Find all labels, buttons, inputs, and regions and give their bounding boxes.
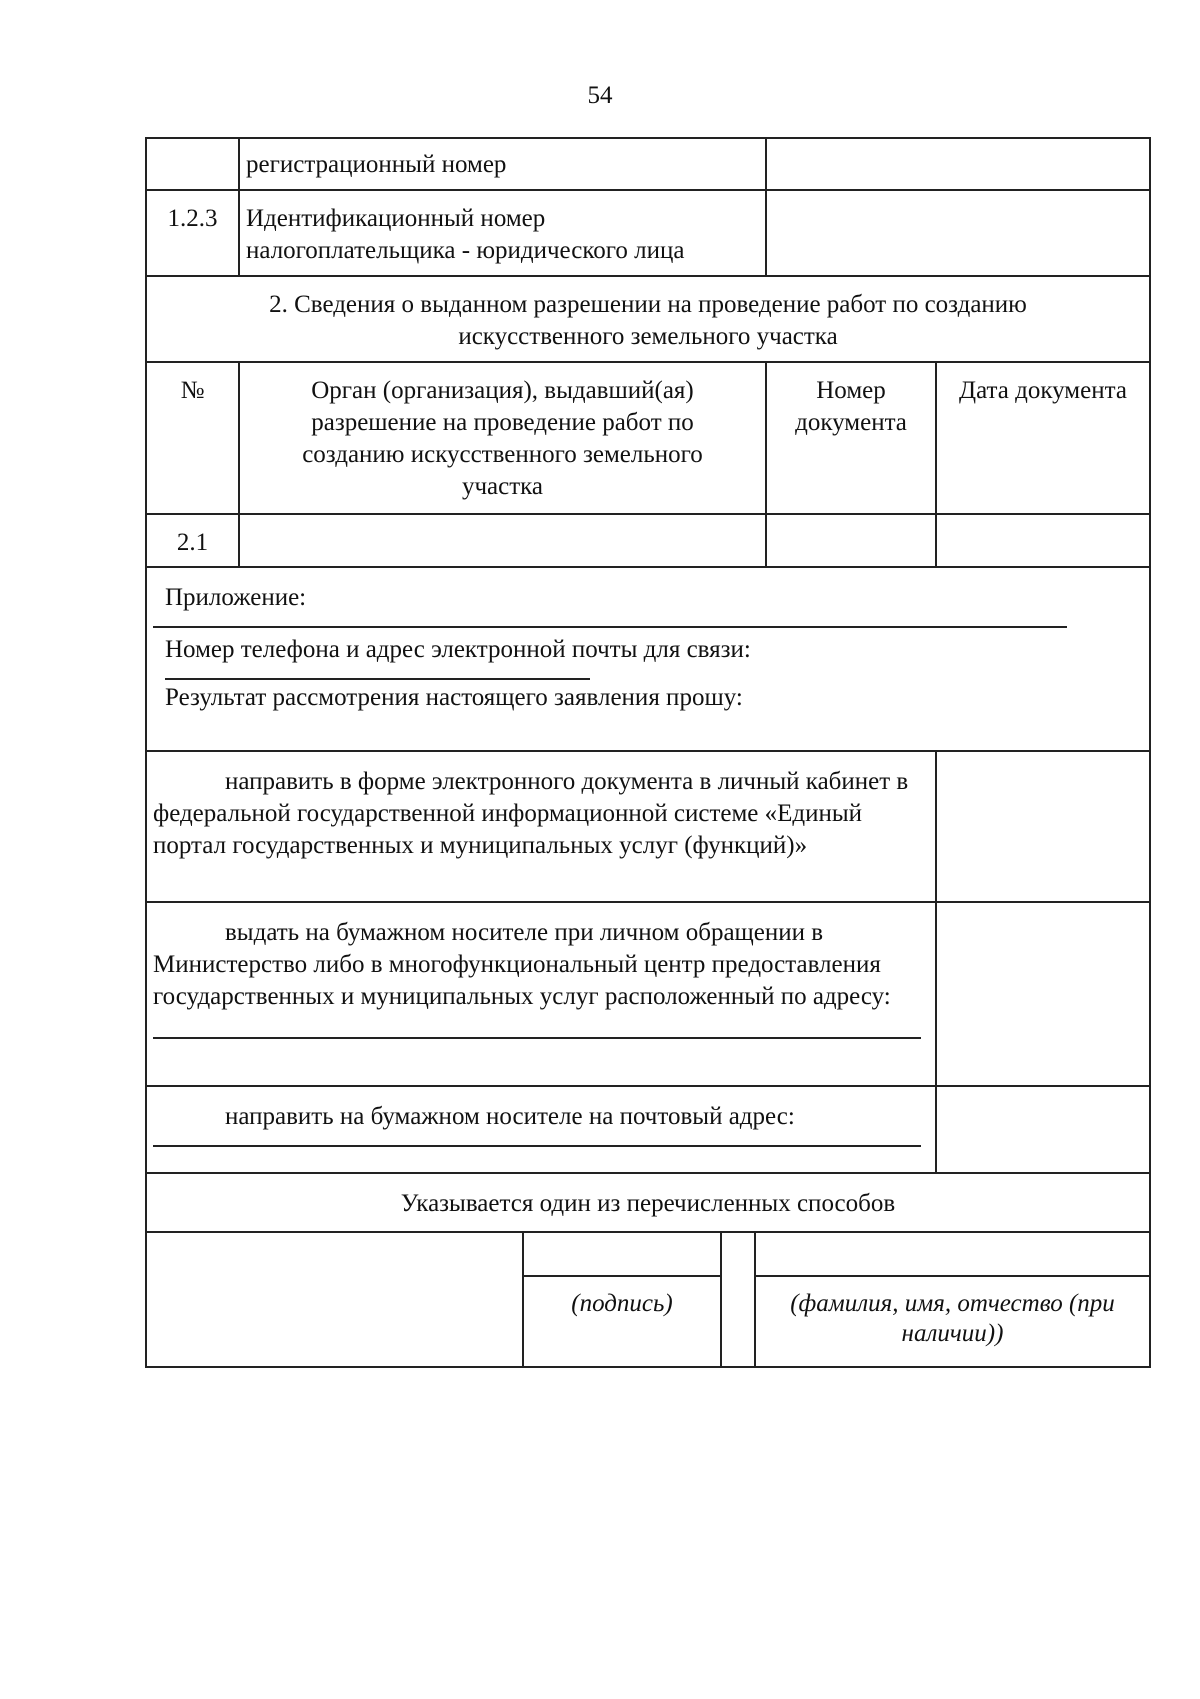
column-header-organization: Орган (организация), выдавший(ая) разрешение на проведение работ по созданию искусственного земельного участка bbox=[240, 363, 767, 513]
organization-value[interactable] bbox=[240, 515, 767, 566]
note-text: Указывается один из перечисленных способов bbox=[400, 1190, 896, 1217]
inn-value[interactable] bbox=[767, 191, 1149, 275]
full-name-caption: (фамилия, имя, отчество (при наличии)) bbox=[790, 1290, 1115, 1347]
row-number-1-2-3: 1.2.3 bbox=[147, 191, 240, 275]
signature-spacer bbox=[722, 1233, 756, 1366]
option-post-checkbox[interactable] bbox=[937, 1087, 1149, 1172]
option-in-person-checkbox[interactable] bbox=[937, 903, 1149, 1085]
signature-row bbox=[147, 1233, 1149, 1366]
signature-field[interactable] bbox=[524, 1233, 720, 1277]
option-post-address-line[interactable] bbox=[153, 1145, 921, 1147]
registration-number-label: регистрационный номер bbox=[240, 139, 767, 189]
section-2-title: 2. Сведения о выданном разрешении на проведение работ по созданию искусственного земельного участка bbox=[269, 291, 1027, 350]
row-inn bbox=[147, 191, 1149, 277]
appendix-label: Приложение: bbox=[165, 584, 307, 611]
option-post-label: направить на бумажном носителе на почтовый адрес: bbox=[225, 1103, 795, 1130]
document-date-value[interactable] bbox=[937, 515, 1149, 566]
full-name-column bbox=[756, 1233, 1149, 1366]
appendix-contact-block bbox=[147, 568, 1149, 752]
full-name-field[interactable] bbox=[756, 1233, 1149, 1277]
application-form bbox=[145, 137, 1151, 1368]
delivery-option-post bbox=[147, 1087, 1149, 1174]
note-row bbox=[147, 1174, 1149, 1233]
appendix-section bbox=[147, 568, 1149, 750]
inn-label: Идентификационный номер налогоплательщика - юридического лица bbox=[240, 191, 767, 275]
row-registration-number bbox=[147, 139, 1149, 191]
delivery-option-electronic bbox=[147, 752, 1149, 903]
section-2-data-row bbox=[147, 515, 1149, 568]
registration-number-value[interactable] bbox=[767, 139, 1149, 189]
option-electronic-label: направить в форме электронного документа в личный кабинет в федеральной государственной информационной системе «Единый портал государственных и муниципальных услуг (функций)» bbox=[153, 768, 909, 859]
column-header-document-date: Дата документа bbox=[959, 377, 1127, 404]
column-header-number: № bbox=[147, 363, 240, 513]
option-electronic-text bbox=[147, 752, 937, 901]
option-post-text bbox=[147, 1087, 937, 1172]
column-header-document-number: Номер документа bbox=[767, 363, 937, 513]
page-number: 54 bbox=[587, 82, 613, 109]
signature-column bbox=[524, 1233, 722, 1366]
document-number-value[interactable] bbox=[767, 515, 937, 566]
delivery-option-in-person bbox=[147, 903, 1149, 1087]
signature-blank-left bbox=[147, 1233, 524, 1366]
option-in-person-text bbox=[147, 903, 937, 1085]
option-in-person-address-line[interactable] bbox=[153, 1037, 921, 1039]
section-2-column-headers bbox=[147, 363, 1149, 515]
option-electronic-checkbox[interactable] bbox=[937, 752, 1149, 901]
option-in-person-label: выдать на бумажном носителе при личном обращении в Министерство либо в многофункциональный центр предоставления государственных и муниципальных услуг расположенный по адресу: bbox=[153, 919, 891, 1010]
row-number-2-1: 2.1 bbox=[147, 515, 240, 566]
contact-label: Номер телефона и адрес электронной почты для связи: bbox=[165, 636, 751, 663]
result-label: Результат рассмотрения настоящего заявления прошу: bbox=[165, 684, 743, 711]
section-2-header bbox=[147, 277, 1149, 363]
row-number-cell bbox=[147, 139, 240, 189]
signature-caption: (подпись) bbox=[571, 1290, 673, 1317]
